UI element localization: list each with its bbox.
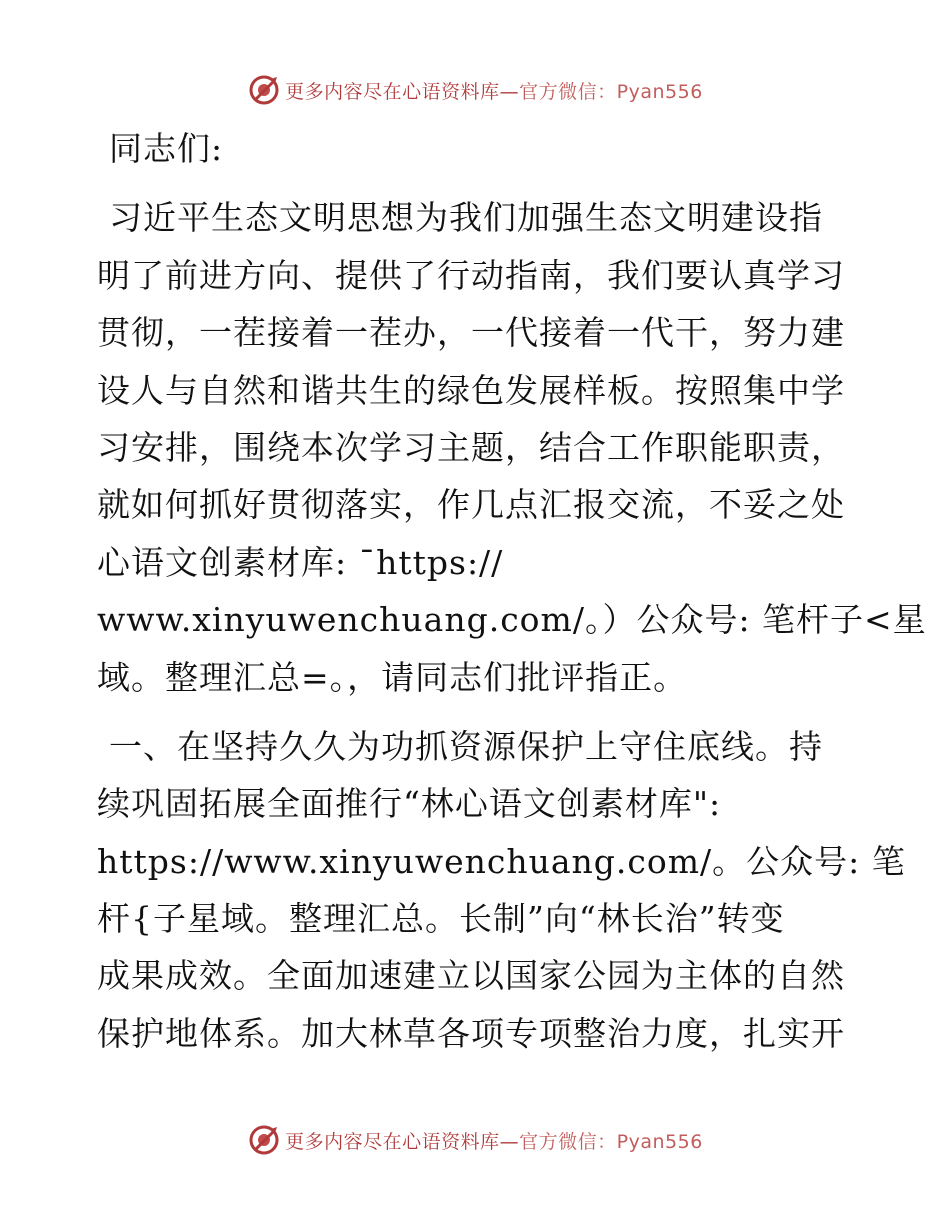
greeting: 同志们: [109, 129, 224, 168]
text-line: 杆{子星域。整理汇总。长制”向“林长治”转变 [97, 899, 785, 939]
text-line: 就如何抓好贯彻落实，作几点汇报交流，不妥之处 [97, 485, 845, 525]
text-line: 续巩固拓展全面推行“林心语文创素材库": [97, 784, 722, 824]
text-line: 成果成效。全面加速建立以国家公园为主体的自然 [97, 956, 845, 996]
pen-logo-icon [247, 1123, 281, 1157]
footer-watermark-banner [0, 1122, 950, 1158]
paragraph-2 [97, 718, 906, 1062]
header-watermark-banner [0, 72, 950, 108]
text-line: 习安排，围绕本次学习主题，结合工作职能职责， [97, 427, 845, 467]
watermark-text: 更多内容尽在心语资料库—官方微信：Pyan556 [285, 80, 703, 103]
text-line: www.xinyuwenchuang.com/。）公众号: 笔杆子<星 [97, 600, 927, 640]
watermark-text: 更多内容尽在心语资料库—官方微信：Pyan556 [285, 1130, 703, 1153]
text-line: 设人与自然和谐共生的绿色发展样板。按照集中学 [97, 370, 845, 410]
text-line: 一、在坚持久久为功抓资源保护上守住底线。持 [109, 726, 823, 766]
text-line: https://www.xinyuwenchuang.com/。公众号: 笔 [97, 841, 906, 881]
text-line: 贯彻，一茬接着一茬办，一代接着一代干，努力建 [97, 313, 845, 353]
text-line: 明了前进方向、提供了行动指南，我们要认真学习 [97, 255, 845, 295]
text-line: 习近平生态文明思想为我们加强生态文明建设指 [109, 198, 823, 238]
document-body [97, 120, 927, 1062]
text-line: 心语文创素材库: ¯https:// [97, 542, 504, 582]
text-line: 域。整理汇总=。，请同志们批评指正。 [97, 657, 688, 697]
paragraph-1 [97, 189, 927, 706]
pen-logo-icon [247, 73, 281, 107]
text-line: 保护地体系。加大林草各项专项整治力度，扎实开 [97, 1013, 845, 1053]
